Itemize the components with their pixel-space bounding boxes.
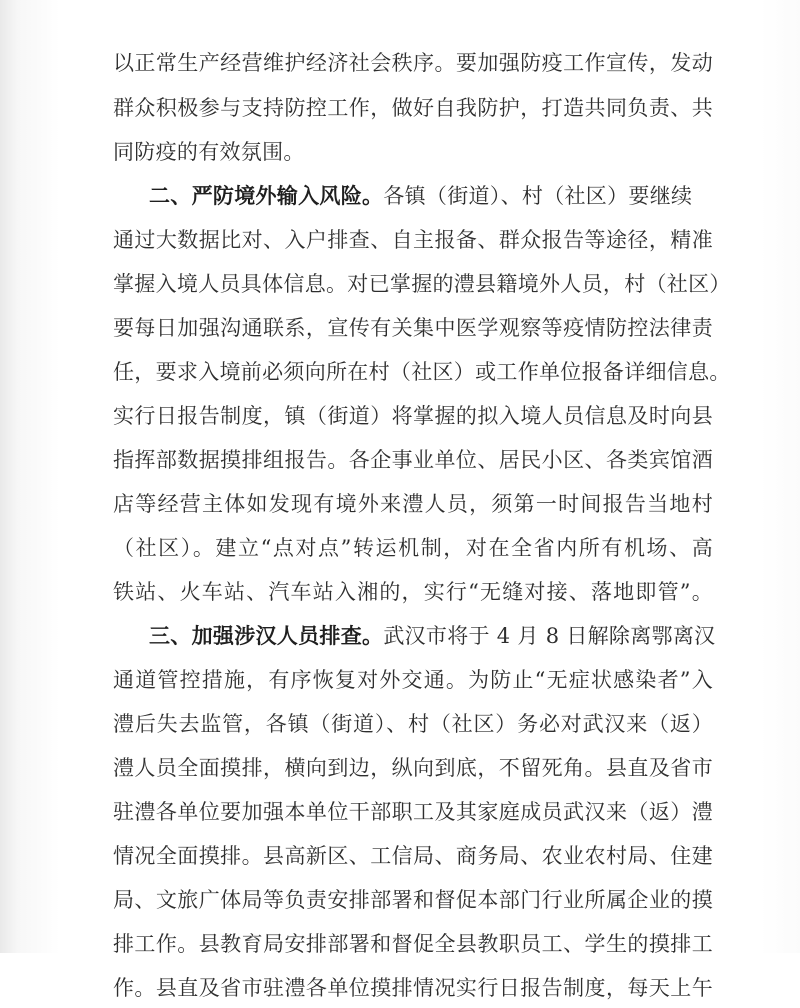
text-line: 局、文旅广体局等负责安排部署和督促本部门行业所属企业的摸 xyxy=(113,888,713,912)
section-text: 各镇（街道）、村（社区）要继续 xyxy=(383,184,693,208)
text-line: 澧后失去监管，各镇（街道）、村（社区）务必对武汉来（返） xyxy=(113,712,713,736)
text-line: 通过大数据比对、入户排查、自主报备、群众报告等途径，精准 xyxy=(113,228,713,252)
text-line: 通道管控措施，有序恢复对外交通。为防止“无症状感染者”入 xyxy=(113,668,713,692)
section-heading: 二、严防境外输入风险。 xyxy=(149,184,384,208)
text-line: 掌握入境人员具体信息。对已掌握的澧县籍境外人员，村（社区） xyxy=(113,272,731,296)
text-line: （社区）。建立“点对点”转运机制，对在全省内所有机场、高 xyxy=(113,536,713,560)
text-line: 驻澧各单位要加强本单位干部职工及其家庭成员武汉来（返）澧 xyxy=(113,800,713,824)
text-line: 任，要求入境前必须向所在村（社区）或工作单位报备详细信息。 xyxy=(113,360,731,384)
text-line: 排工作。县教育局安排部署和督促全县教职员工、学生的摸排工 xyxy=(113,932,713,956)
text-line: 店等经营主体如发现有境外来澧人员，须第一时间报告当地村 xyxy=(113,492,713,516)
text-line: 以正常生产经营维护经济社会秩序。要加强防疫工作宣传，发动 xyxy=(113,51,713,75)
text-line: 实行日报告制度，镇（街道）将掌握的拟入境人员信息及时向县 xyxy=(113,404,713,428)
text-line: 情况全面摸排。县高新区、工信局、商务局、农业农村局、住建 xyxy=(113,844,713,868)
text-line: 作。县直及省市驻澧各单位摸排情况实行日报告制度，每天上午 xyxy=(113,976,713,1000)
text-line: 澧人员全面摸排，横向到边，纵向到底，不留死角。县直及省市 xyxy=(113,756,713,780)
text-line: 指挥部数据摸排组报告。各企事业单位、居民小区、各类宾馆酒 xyxy=(113,448,713,472)
text-line: 铁站、火车站、汽车站入湘的，实行“无缝对接、落地即管”。 xyxy=(113,580,713,604)
text-line: 要每日加强沟通联系，宣传有关集中医学观察等疫情防控法律责 xyxy=(113,316,713,340)
section-2-first-line xyxy=(149,176,713,216)
section-3-first-line xyxy=(149,616,716,656)
text-line: 同防疫的有效氛围。 xyxy=(113,140,305,164)
section-heading: 三、加强涉汉人员排查。 xyxy=(149,624,384,648)
text-line: 群众积极参与支持防控工作，做好自我防护，打造共同负责、共 xyxy=(113,96,713,120)
section-text: 武汉市将于 4 月 8 日解除离鄂离汉 xyxy=(383,624,716,648)
